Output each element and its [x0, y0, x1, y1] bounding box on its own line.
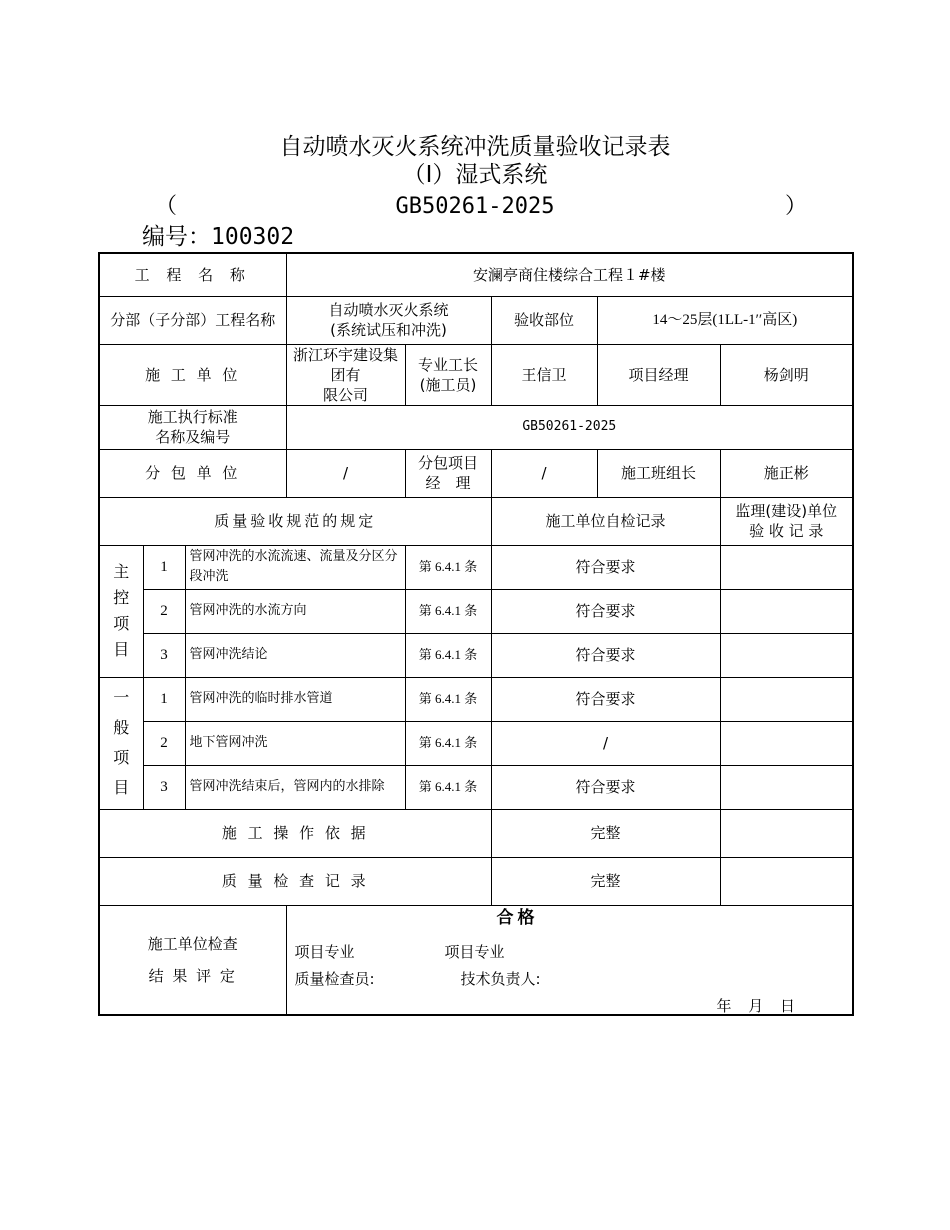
item-description: 地下管网冲洗 [185, 721, 405, 765]
contractor-line2: 限公司 [322, 385, 368, 404]
subproject-label: 分部（子分部）工程名称 [99, 296, 286, 344]
item-result: 符合要求 [491, 677, 720, 721]
item-result: 符合要求 [491, 765, 720, 809]
acceptance-part: 14～25层(1LL-1′′高区) [597, 296, 853, 344]
standard-code: GB50261-2025 [395, 194, 555, 219]
subproject-name [286, 296, 491, 344]
acceptance-form [98, 252, 854, 1016]
foreman-label [405, 344, 491, 405]
evaluation-label-line1: 施工单位检查 [147, 934, 238, 953]
sub-pm: / [491, 449, 597, 497]
inspector-label-line1: 项目专业 [294, 942, 355, 961]
operation-basis: 完整 [491, 809, 720, 857]
item-result: 符合要求 [491, 545, 720, 589]
item-clause: 第 6.4.1 条 [405, 545, 491, 589]
item-supervisor-record [720, 677, 853, 721]
record-number [142, 223, 294, 251]
contractor [286, 344, 405, 405]
item-description: 管网冲洗结论 [185, 633, 405, 677]
supervisor-label-line2: 验 收 记 录 [749, 522, 824, 540]
supervisor-label-line1: 监理(建设)单位 [735, 502, 838, 520]
pm: 杨剑明 [720, 344, 853, 405]
evaluation-content [286, 905, 853, 1015]
record-number-label: 编号： [142, 224, 211, 250]
evaluation-label [99, 905, 286, 1015]
sub-pm-label-line1: 分包项目 [417, 454, 478, 472]
foreman-label-line1: 专业工长 [417, 355, 478, 374]
item-clause: 第 6.4.1 条 [405, 677, 491, 721]
evaluation-verdict: 合格 [496, 907, 539, 928]
item-description: 管网冲洗的水流方向 [185, 589, 405, 633]
item-supervisor-record [720, 721, 853, 765]
item-result: 符合要求 [491, 633, 720, 677]
item-number: 2 [143, 721, 185, 765]
spec-label: 质量验收规范的规定 [99, 497, 491, 545]
general-items-group-label: 一 般 项 目 [99, 677, 143, 809]
item-description: 管网冲洗的临时排水管道 [185, 677, 405, 721]
item-result: 符合要求 [491, 589, 720, 633]
item-number: 3 [143, 765, 185, 809]
contractor-line1: 浙江环宇建设集团有 [292, 345, 398, 384]
foreman-label-line2: (施工员) [419, 375, 477, 394]
item-clause: 第 6.4.1 条 [405, 765, 491, 809]
pm-label: 项目经理 [597, 344, 720, 405]
foreman: 王信卫 [491, 344, 597, 405]
item-number: 1 [143, 677, 185, 721]
standard-label [99, 405, 286, 449]
item-result: / [491, 721, 720, 765]
inspection-record-supervisor [720, 857, 853, 905]
paren-right: ） [785, 194, 808, 219]
standard-value: GB50261-2025 [286, 405, 853, 449]
team-leader-label: 施工班组长 [597, 449, 720, 497]
tech-label-line2: 技术负责人: [460, 969, 541, 988]
main-items-group-label: 主 控 项 目 [99, 545, 143, 677]
standard-label-line1: 施工执行标准 [147, 408, 238, 426]
item-number: 1 [143, 545, 185, 589]
item-number: 2 [143, 589, 185, 633]
supervisor-label [720, 497, 853, 545]
standard-line [0, 193, 950, 221]
paren-left: （ [155, 194, 178, 219]
inspection-record-label: 质 量 检 查 记 录 [99, 857, 491, 905]
item-description: 管网冲洗的水流流速、流量及分区分段冲洗 [185, 545, 405, 589]
item-supervisor-record [720, 545, 853, 589]
item-supervisor-record [720, 765, 853, 809]
operation-basis-label: 施 工 操 作 依 据 [99, 809, 491, 857]
project-name-label: 工 程 名 称 [99, 253, 286, 296]
subproject-line1: 自动喷水灭火系统 [328, 301, 449, 319]
item-supervisor-record [720, 633, 853, 677]
subproject-line2: (系统试压和冲洗) [330, 321, 447, 339]
project-name: 安澜亭商住楼综合工程１#楼 [286, 253, 853, 296]
standard-label-line2: 名称及编号 [155, 428, 231, 446]
operation-basis-supervisor [720, 809, 853, 857]
item-clause: 第 6.4.1 条 [405, 589, 491, 633]
self-check-label: 施工单位自检记录 [491, 497, 720, 545]
item-description: 管网冲洗结束后，管网内的水排除 [185, 765, 405, 809]
item-supervisor-record [720, 589, 853, 633]
item-clause: 第 6.4.1 条 [405, 633, 491, 677]
inspection-record: 完整 [491, 857, 720, 905]
record-number-value: 100302 [211, 224, 295, 250]
page-subtitle: （Ⅰ）湿式系统 [402, 162, 548, 188]
acceptance-part-label: 验收部位 [491, 296, 597, 344]
item-number: 3 [143, 633, 185, 677]
page-title: 自动喷水灭火系统冲洗质量验收记录表 [279, 134, 671, 160]
subcontractor: / [286, 449, 405, 497]
subcontractor-label: 分 包 单 位 [99, 449, 286, 497]
inspector-label-line2: 质量检查员: [294, 969, 375, 988]
sub-pm-label-line2: 经 理 [425, 474, 471, 492]
evaluation-date: 年 月 日 [716, 996, 802, 1015]
team-leader: 施正彬 [720, 449, 853, 497]
tech-label-line1: 项目专业 [444, 942, 505, 961]
evaluation-label-line2: 结 果 评 定 [148, 966, 237, 985]
item-clause: 第 6.4.1 条 [405, 721, 491, 765]
contractor-label: 施 工 单 位 [99, 344, 286, 405]
sub-pm-label [405, 449, 491, 497]
